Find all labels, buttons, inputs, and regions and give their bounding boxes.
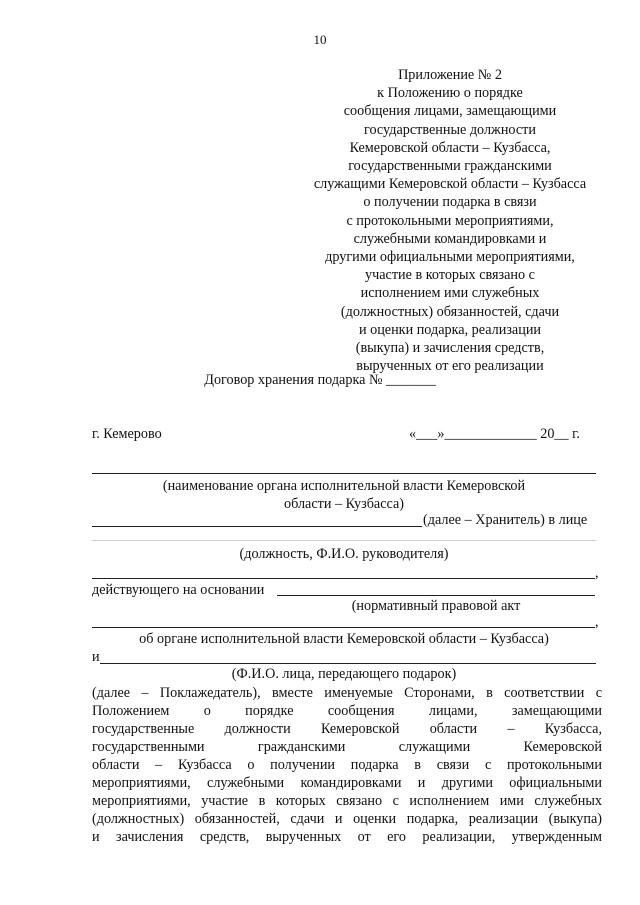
body-line: области – Кузбасса о получении подарка в связи с протокольными: [92, 757, 602, 773]
appendix-line: другими официальными мероприятиями,: [325, 249, 575, 266]
legal-act-continuation-line[interactable]: [92, 627, 595, 628]
appendix-line: Приложение № 2: [398, 67, 502, 83]
comma-2: ,: [595, 614, 599, 630]
caption-about-org: об органе исполнительной власти Кемеровской области – Кузбасса): [139, 631, 549, 647]
acting-basis: действующего на основании: [92, 582, 265, 598]
depositor-name-line[interactable]: [100, 663, 596, 664]
caption-org-name-2: области – Кузбасса): [283, 496, 404, 512]
appendix-line: Кемеровской области – Кузбасса,: [349, 139, 551, 156]
comma-1: ,: [595, 565, 599, 581]
appendix-line: о получении подарка в связи: [363, 194, 537, 211]
appendix-line: служащими Кемеровской области – Кузбасса: [313, 176, 587, 193]
caption-depositor: (Ф.И.О. лица, передающего подарок): [231, 666, 457, 682]
appendix-line: исполнением ими служебных: [360, 285, 540, 302]
body-line: Положением о порядке сообщения лицами, замещающими: [92, 703, 602, 719]
caption-org-name: (наименование органа исполнительной власти Кемеровской: [162, 478, 526, 494]
page-number: 10: [313, 32, 327, 47]
city: г. Кемерово: [92, 426, 162, 442]
appendix-line: и оценки подарка, реализации: [358, 321, 542, 338]
date-line: «___»_____________ 20__ г.: [409, 426, 580, 442]
appendix-line: участие в которых связано с: [365, 267, 535, 284]
body-line: (далее – Поклажедатель), вместе именуемые Сторонами, в соответствии с: [92, 685, 602, 701]
appendix-line: вырученных от его реализации: [356, 358, 544, 375]
appendix-line: служебными командировками и: [353, 230, 547, 247]
contract-title: Договор хранения подарка № _______: [204, 372, 436, 388]
appendix-line: государственные должности: [364, 121, 536, 138]
appendix-line: с протокольными мероприятиями,: [346, 212, 554, 229]
body-line: (должностных) обязанностей, сдачи и оценки подарка, реализации (выкупа): [92, 811, 602, 827]
appendix-header: [300, 66, 600, 375]
body-line: и зачисления средств, вырученных от его реализации, утвержденным: [92, 829, 602, 845]
appendix-line: к Положению о порядке: [377, 85, 523, 102]
appendix-line: (должностных) обязанностей, сдачи: [340, 303, 560, 320]
caption-position: (должность, Ф.И.О. руководителя): [239, 546, 449, 562]
position-name-line[interactable]: [92, 578, 595, 579]
appendix-line: государственными гражданскими: [348, 158, 552, 175]
caption-legal-act: (нормативный правовой акт: [351, 598, 521, 614]
appendix-line: сообщения лицами, замещающими: [343, 103, 557, 120]
body-line: мероприятиями, служебными командировками и другими официальными: [92, 775, 602, 791]
body-line: государственными гражданскими служащими Кемеровской: [92, 739, 602, 755]
thin-separator-line: [92, 540, 596, 541]
body-line: мероприятиями, участие в которых связано с исполнением ими служебных: [92, 793, 602, 809]
and-word: и: [92, 649, 100, 665]
org-name-line[interactable]: [92, 473, 596, 474]
org-name-continuation-line[interactable]: [92, 526, 422, 527]
appendix-line: (выкупа) и зачисления средств,: [355, 340, 545, 357]
keeper-suffix: (далее – Хранитель) в лице: [423, 512, 588, 528]
body-line: государственные должности Кемеровской области – Кузбасса,: [92, 721, 602, 737]
legal-act-line[interactable]: [277, 595, 595, 596]
